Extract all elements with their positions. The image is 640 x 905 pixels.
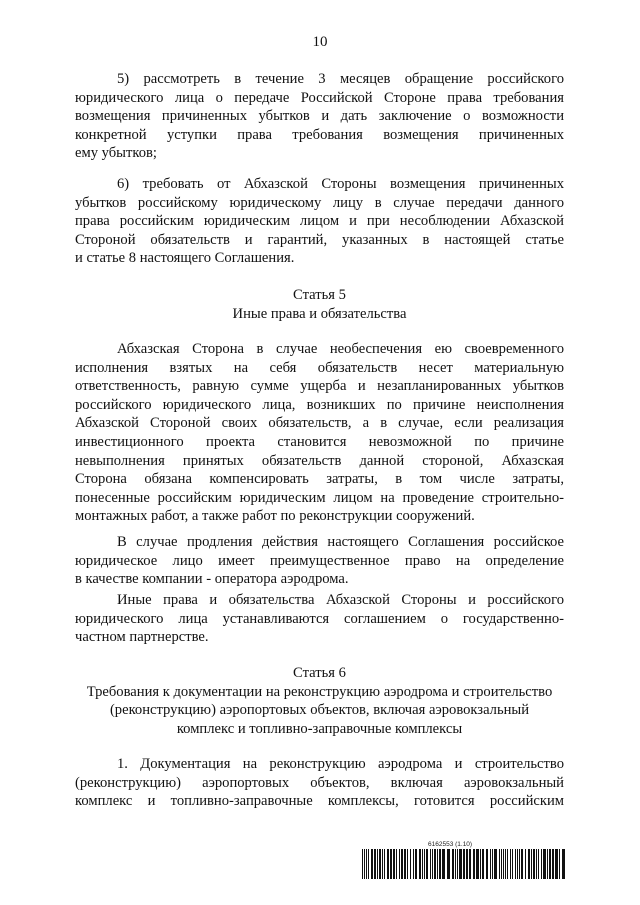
text-line: 1. Документация на реконструкцию аэродрома и строительство [117,756,564,772]
text-line: понесенные российским юридическим лицом на проведение строительно- [75,489,564,506]
item-5-paragraph [75,70,564,163]
text-line: ему убытков; [75,145,157,162]
barcode [362,849,566,879]
text-line: в качестве компании - оператора аэродрома. [75,571,349,588]
article-5-paragraph-1 [75,340,564,526]
text-line: инвестиционного проекта становится невозможной по причине [75,433,564,450]
text-line: комплекс и топливно-заправочные комплексы, готовится российским [75,793,564,810]
item-6-paragraph [75,175,564,268]
article-number: Статья 6 [293,665,346,681]
article-6-paragraph-1 [75,755,564,811]
text-line: права российским юридическим лицом и при несоблюдении Абхазской [75,213,564,230]
text-line: Стороной обязательств и гарантий, указанных в настоящей статье [75,231,564,248]
text-line: Абхазской Стороной своих обязательств, а в случае, если реализация [75,415,564,432]
article-6-heading [75,664,564,738]
text-line: Абхазская Сторона в случае необеспечения ею своевременного [117,341,564,357]
article-5-paragraph-2 [75,533,564,589]
text-line: 5) рассмотреть в течение 3 месяцев обращение российского [117,71,564,87]
text-line: юридического лица о передаче Российской Стороне права требования [75,89,564,106]
text-line: и статье 8 настоящего Соглашения. [75,250,295,267]
article-number: Статья 5 [293,287,346,303]
text-line: монтажных работ, а также работ по реконструкции сооружений. [75,508,475,525]
article-title-line: Требования к документации на реконструкцию аэродрома и строительство [86,683,553,700]
text-line: исполнения взятых на себя обязательств несет материальную [75,359,564,376]
text-line: невыполнения принятых обязательств данной стороной, Абхазская [75,452,564,469]
article-5-paragraph-3 [75,591,564,647]
text-line: убытков российскому юридическому лицу в случае передачи данного [75,194,564,211]
text-line: Иные права и обязательства Абхазской Стороны и российского [117,592,564,608]
text-line: конкретной уступки права требования возмещения причиненных [75,126,564,143]
text-line: возмещения причиненных убытков и дать заключение о возможности [75,108,564,125]
text-line: 6) требовать от Абхазской Стороны возмещения причиненных [117,176,564,192]
article-title-line: (реконструкцию) аэропортовых объектов, включая аэровокзальный [109,702,530,719]
text-line: юридическое лицо имеет преимущественное право на определение [75,552,564,569]
article-5-heading [75,286,564,323]
article-title: Иные права и обязательства [232,305,407,322]
text-line: Сторона обязана компенсировать затраты, в том числе затраты, [75,471,564,488]
text-line: (реконструкцию) аэропортовых объектов, включая аэровокзальный [75,774,564,791]
text-line: ответственность, равную сумме ущерба и незапланированных убытков [75,378,564,395]
text-line: юридического лица устанавливаются соглашением о государственно- [75,610,564,627]
article-title-line: комплекс и топливно-заправочные комплексы [176,720,463,737]
page-number: 10 [312,34,328,50]
barcode-number: 6162553 (1.10) [428,841,473,848]
text-line: российского юридического лица, возникших по причине неисполнения [75,396,564,413]
text-line: В случае продления действия настоящего Соглашения российское [117,534,564,550]
text-line: частном партнерстве. [75,629,209,646]
